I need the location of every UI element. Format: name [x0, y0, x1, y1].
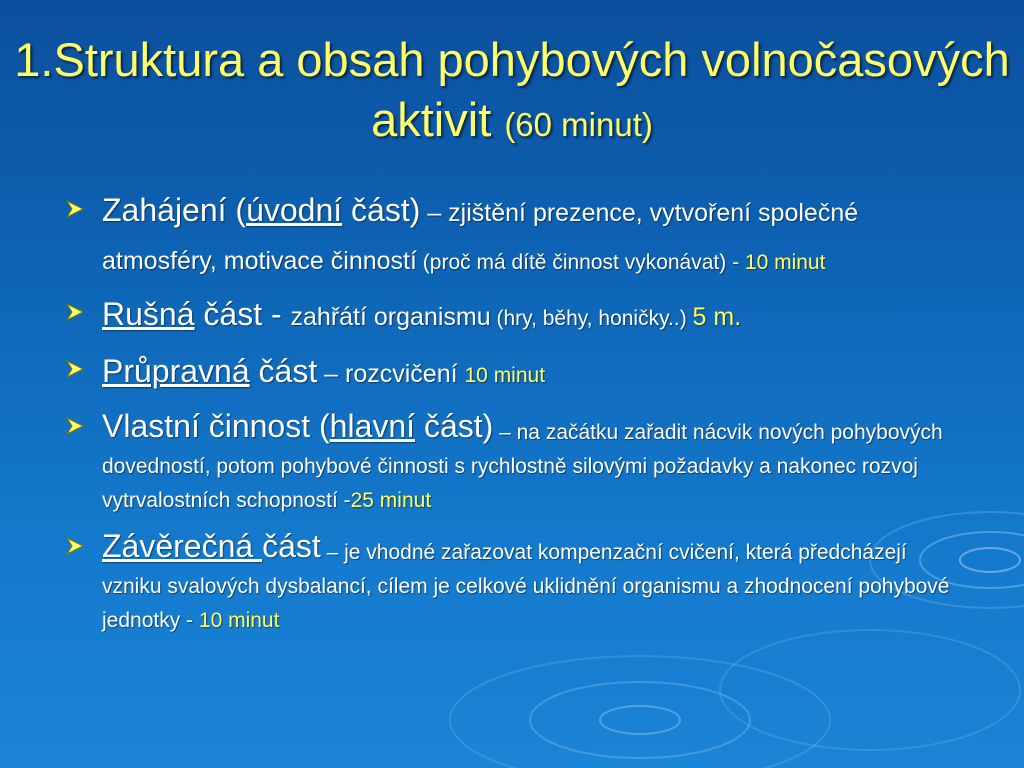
arrow-bullet-icon [64, 415, 86, 437]
bullet-heading: Zahájení ( [102, 192, 247, 228]
arrow-bullet-icon [64, 535, 86, 557]
bullet-description: – zjištění prezence, vytvoření společné atmosféry, motivace činností [102, 199, 859, 275]
bullet-heading-underlined: úvodní [246, 192, 343, 228]
bullet-heading-underlined: Rušná [102, 296, 195, 332]
bullet-description: – je vhodné zařazovat kompenzační cvičení, která předcházejí vzniku svalových dysbalancí, cílem je celkové uklidnění organismu a zhodnocení pohybové jednotky - [102, 541, 950, 632]
bullet-description: – na začátku zařadit nácvik nových pohybových dovedností, potom pohybové činnosti s rychlostně silovými požadavky a nakonec rozvoj vytrvalostních schopností - [102, 421, 943, 512]
bullet-heading-end: část) [342, 192, 421, 228]
bullet-item-rusna [60, 291, 960, 344]
bullet-note: (hry, běhy, honičky..) [490, 307, 693, 330]
bullet-heading: Vlastní činnost ( [102, 408, 330, 444]
bullet-heading-end: část [262, 528, 321, 564]
bullet-heading-end: část) [415, 408, 494, 444]
bullet-heading-underlined: Závěrečná [102, 528, 263, 564]
bullet-list [60, 188, 960, 639]
bullet-heading-underlined: hlavní [329, 408, 416, 444]
slide-title [0, 30, 1024, 155]
bullet-item-prupravna [60, 348, 960, 401]
arrow-bullet-icon [64, 301, 86, 323]
bullet-duration: 10 minut [464, 364, 546, 387]
title-duration: (60 minut) [504, 106, 653, 143]
bullet-duration: 10 minut [198, 609, 280, 632]
bullet-heading-underlined: Průpravná [102, 353, 250, 389]
arrow-bullet-icon [64, 358, 86, 380]
arrow-bullet-icon [64, 198, 86, 220]
bullet-item-zahajeni [60, 188, 960, 287]
bullet-duration: 5 m. [692, 303, 742, 331]
bullet-note: (proč má dítě činnost vykonávat) - [416, 251, 745, 274]
bullet-description: zahřátí organismu [290, 303, 491, 331]
bullet-item-vlastni [60, 405, 960, 519]
bullet-duration: 25 minut [350, 489, 432, 512]
bullet-heading-end: část - [194, 296, 291, 332]
bullet-item-zaverecna [60, 525, 960, 639]
title-main: 1.Struktura a obsah pohybových volnočasových aktivit [14, 33, 1010, 146]
bullet-heading-end: část [249, 353, 318, 389]
bullet-duration: 10 minut [744, 251, 826, 274]
bullet-description: – rozcvičení [317, 360, 465, 388]
